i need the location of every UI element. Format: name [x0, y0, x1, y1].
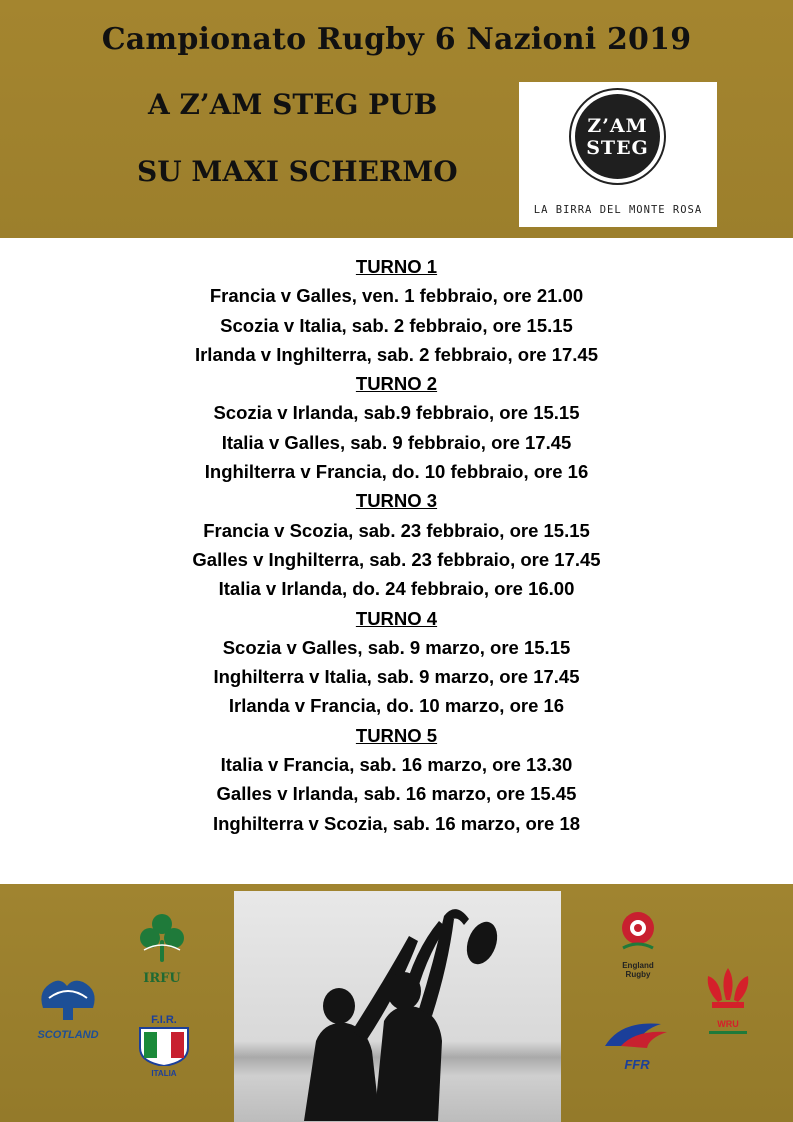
italy-shield-icon: [136, 1026, 192, 1066]
match-line: Inghilterra v Scozia, sab. 16 marzo, ore 18: [212, 812, 581, 834]
schedule: [0, 252, 793, 838]
players-silhouette: [234, 891, 561, 1122]
wru-label: WRU: [717, 1019, 739, 1029]
irfu-emblem: [132, 910, 192, 986]
match-line: Irlanda v Francia, do. 10 marzo, ore 16: [228, 695, 565, 717]
fir-label: F.I.R.: [151, 1014, 177, 1026]
england-label-1: England: [622, 961, 654, 970]
screen-line: SU MAXI SCHERMO: [137, 155, 458, 188]
match-line: Francia v Scozia, sab. 23 febbraio, ore 15.15: [203, 519, 590, 541]
scotland-emblem: [30, 968, 106, 1041]
wru-stripe: [709, 1031, 747, 1034]
venue-line: A Z’AM STEG PUB: [148, 88, 438, 121]
round-title: TURNO 2: [355, 373, 438, 395]
match-line: Italia v Francia, sab. 16 marzo, ore 13.30: [220, 754, 573, 776]
logo-word-bottom: STEG: [586, 136, 649, 159]
logo-word-top: Z’AM: [587, 114, 648, 137]
ffr-label: FFR: [624, 1057, 650, 1072]
match-line: Galles v Inghilterra, sab. 23 febbraio, ore 17.45: [192, 548, 601, 570]
fir-emblem: [133, 1014, 195, 1078]
match-line: Galles v Irlanda, sab. 16 marzo, ore 15.45: [216, 783, 577, 805]
thistle-icon: [31, 968, 105, 1024]
rose-icon: [613, 906, 663, 956]
logo-circle: [569, 88, 666, 185]
shamrock-icon: [134, 910, 190, 966]
round-title: TURNO 1: [355, 256, 438, 277]
irfu-label: IRFU: [143, 971, 181, 986]
round-4: [0, 604, 793, 721]
rooster-icon: [601, 1016, 673, 1056]
logo-tagline: LA BIRRA DEL MONTE ROSA: [533, 204, 703, 216]
page-title: Campionato Rugby 6 Nazioni 2019: [101, 22, 692, 57]
england-label-2: Rugby: [625, 970, 651, 979]
round-5: [0, 721, 793, 838]
scotland-label: SCOTLAND: [37, 1029, 99, 1041]
match-line: Francia v Galles, ven. 1 febbraio, ore 21.00: [209, 285, 584, 307]
match-line: Inghilterra v Francia, do. 10 febbraio, ore 16: [204, 461, 589, 483]
italia-label: ITALIA: [151, 1069, 177, 1078]
round-2: [0, 369, 793, 486]
round-title: TURNO 5: [355, 724, 438, 746]
wru-emblem: [698, 966, 758, 1034]
match-line: Scozia v Irlanda, sab.9 febbraio, ore 15.15: [213, 402, 580, 424]
feathers-icon: [700, 966, 756, 1018]
match-line: Scozia v Galles, sab. 9 marzo, ore 15.15: [222, 636, 571, 658]
england-emblem: [610, 906, 666, 979]
match-line: Scozia v Italia, sab. 2 febbraio, ore 15.15: [220, 314, 573, 336]
round-1: [0, 252, 793, 369]
match-line: Italia v Galles, sab. 9 febbraio, ore 17.45: [221, 431, 572, 453]
round-title: TURNO 4: [355, 607, 438, 629]
match-line: Irlanda v Inghilterra, sab. 2 febbraio, ore 17.45: [194, 343, 599, 365]
match-line: Italia v Irlanda, do. 24 febbraio, ore 16.00: [218, 578, 575, 600]
ffr-emblem: [600, 1016, 674, 1072]
match-line: Inghilterra v Italia, sab. 9 marzo, ore 17.45: [213, 666, 580, 688]
round-title: TURNO 3: [355, 490, 438, 512]
zamsteg-logo: [519, 82, 717, 227]
round-3: [0, 486, 793, 603]
rugby-lineout-photo: [234, 891, 561, 1122]
